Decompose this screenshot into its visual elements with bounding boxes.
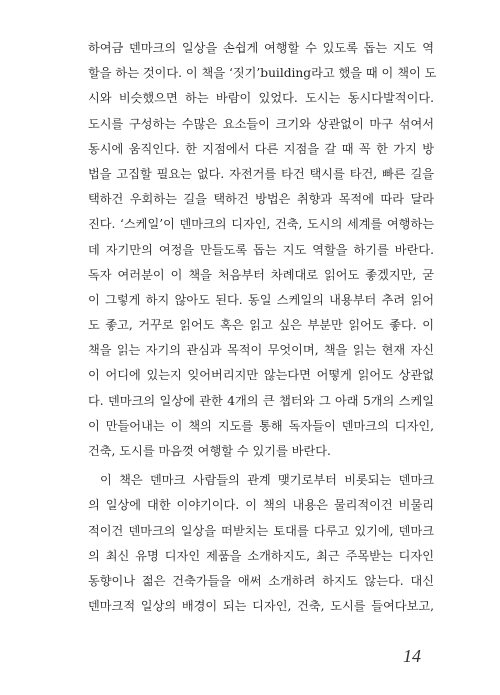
text-line: 이 어디에 있는지 잊어버리지만 않는다면 어떻게 읽어도 상관없	[88, 368, 434, 383]
text-line: 책을 읽는 자기의 관심과 목적이 무엇이며, 책을 읽는 현재 자신	[88, 343, 434, 358]
text-line: 시와 비슷했으면 하는 바람이 있었다. 도시는 동시다발적이다.	[88, 91, 434, 106]
text-line: 하여금 덴마크의 일상을 손쉽게 여행할 수 있도록 돕는 지도 역	[88, 41, 434, 55]
paragraph-1	[88, 36, 437, 464]
text-line: 덴마크적 일상의 배경이 되는 디자인, 건축, 도시를 들여다보고,	[88, 599, 434, 614]
page-number: 14	[403, 646, 421, 666]
body-text	[88, 36, 437, 619]
text-line: 적이건 덴마크의 일상을 떠받치는 토대를 다루고 있기에, 덴마크	[88, 523, 434, 538]
text-line: 이 그렇게 하지 않아도 된다. 동일 스케일의 내용부터 추려 읽어	[88, 292, 434, 307]
text-line: 택하건 우회하는 길을 택하건 방법은 취향과 목적에 따라 달라	[88, 192, 434, 207]
text-line: 의 최신 유명 디자인 제품을 소개하지도, 최근 주목받는 디자인	[88, 548, 434, 563]
text-line: 데 자기만의 여정을 만들도록 돕는 지도 역할을 하기를 바란다.	[88, 242, 434, 257]
text-line: 법을 고집할 필요는 없다. 자전거를 타건 택시를 타건, 빠른 길을	[88, 166, 434, 181]
text-line: 진다. ‘스케일’이 덴마크의 디자인, 건축, 도시의 세계를 여행하는	[88, 217, 434, 232]
paragraph-2	[88, 468, 434, 619]
text-line: 이 만들어내는 이 책의 지도를 통해 독자들이 덴마크의 디자인,	[88, 418, 434, 433]
text-line: 동향이나 젊은 건축가들을 애써 소개하려 하지도 않는다. 대신	[88, 573, 434, 588]
text-line: 할을 하는 것이다. 이 책을 ‘짓기’building라고 했을 때 이 책이 도	[88, 66, 437, 81]
text-line: 도시를 구성하는 수많은 요소들이 크기와 상관없이 마구 섞여서	[88, 116, 434, 131]
text-line: 도 좋고, 거꾸로 읽어도 혹은 읽고 싶은 부분만 읽어도 좋다. 이	[88, 318, 434, 333]
text-line: 건축, 도시를 마음껏 여행할 수 있기를 바란다.	[88, 444, 331, 458]
text-line: 다. 덴마크의 일상에 관한 4개의 큰 챕터와 그 아래 5개의 스케일	[88, 393, 434, 408]
text-line: 의 일상에 대한 이야기이다. 이 책의 내용은 물리적이건 비물리	[88, 498, 434, 513]
text-line: 이 책은 덴마크 사람들의 관계 맺기로부터 비롯되는 덴마크	[100, 473, 434, 488]
text-line: 동시에 움직인다. 한 지점에서 다른 지점을 갈 때 꼭 한 가지 방	[88, 141, 434, 156]
text-line: 독자 여러분이 이 책을 처음부터 차례대로 읽어도 좋겠지만, 굳	[88, 267, 434, 282]
